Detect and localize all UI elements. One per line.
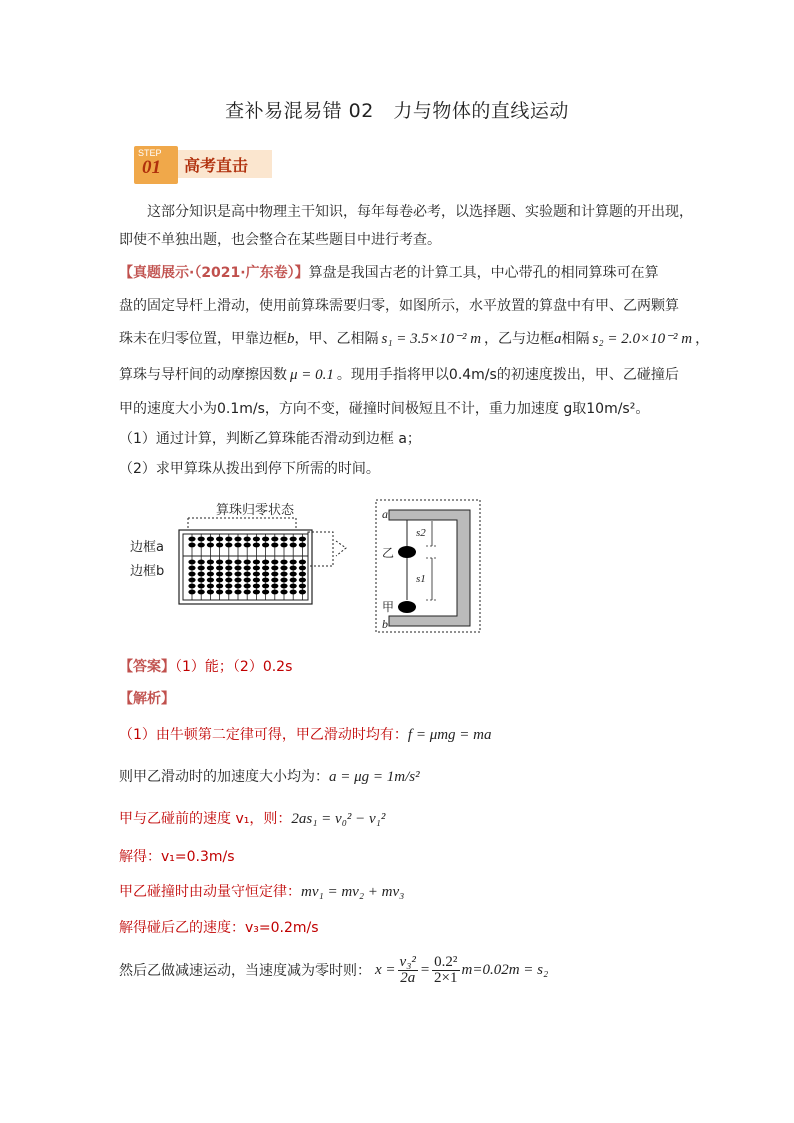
abacus-bead (234, 560, 241, 565)
analysis-line-7 (119, 955, 548, 986)
abacus-bead (290, 590, 297, 595)
abacus-bead (299, 566, 306, 571)
abacus-bead (207, 590, 214, 595)
abacus-bead (253, 560, 260, 565)
s2-value: s₂ = 2.0×10⁻² m (592, 331, 693, 347)
problem-line-5: 甲的速度大小为0.1m/s，方向不变，碰撞时间极短且不计，重力加速度 g取10m/s²。 (119, 401, 650, 417)
zoom-label-yi: 乙 (382, 546, 395, 560)
abacus-bead (244, 560, 251, 565)
zoom-label-a: a (382, 507, 388, 521)
abacus-bead (244, 590, 251, 595)
step-badge (134, 146, 274, 182)
frac2-num: 0.2² (432, 955, 459, 971)
figure-caption: 算珠归零状态 (216, 503, 295, 518)
a3-eq: 2as₁ = v₀² − v₁² (291, 811, 386, 827)
answer-body: （1）能；（2）0.2s (175, 659, 293, 675)
abacus-bead (290, 566, 297, 571)
step-tag (134, 146, 178, 184)
abacus-bead (290, 543, 297, 548)
question-2: （2）求甲算珠从拨出到停下所需的时间。 (119, 461, 380, 477)
abacus-bead (271, 543, 278, 548)
abacus-bead (207, 578, 214, 583)
abacus-bead (234, 543, 241, 548)
analysis-line-2 (119, 770, 420, 785)
a1-text: （1）由牛顿第二定律可得，甲乙滑动时均有： (119, 727, 408, 743)
abacus-bead (198, 537, 205, 542)
a3-text: 甲与乙碰前的速度 v₁，则： (119, 811, 292, 827)
zoom-label-s1: s1 (416, 573, 426, 585)
step-label: 高考直击 (184, 156, 249, 175)
a2-text: 则甲乙滑动时的加速度大小均为： (119, 769, 329, 785)
abacus-bead (271, 560, 278, 565)
problem-line-4 (119, 368, 679, 383)
abacus-bead (234, 578, 241, 583)
abacus-bead (244, 572, 251, 577)
abacus-bead (188, 566, 195, 571)
abacus-bead (188, 560, 195, 565)
abacus-bead (198, 590, 205, 595)
abacus-bead (299, 572, 306, 577)
abacus-bead (198, 543, 205, 548)
abacus-figure (124, 496, 484, 638)
abacus-bead (188, 572, 195, 577)
p4b: 。现用手指将甲以0.4m/s的初速度拨出，甲、乙碰撞后 (336, 367, 679, 383)
analysis-line-6: 解得碰后乙的速度：v₃=0.2m/s (119, 920, 319, 936)
abacus-bead (280, 560, 287, 565)
abacus-bead (225, 584, 232, 589)
abacus-bead (216, 590, 223, 595)
frame-a-label: 边框a (130, 540, 164, 555)
abacus-bead (253, 566, 260, 571)
page-title: 查补易混易错 02 力与物体的直线运动 (225, 100, 569, 122)
s1-value: s₁ = 3.5×10⁻² m (381, 331, 482, 347)
abacus-bead (280, 537, 287, 542)
abacus-bead (198, 584, 205, 589)
abacus-bead (271, 537, 278, 542)
abacus-bead (290, 578, 297, 583)
abacus-bead (262, 572, 269, 577)
a7-equals: = (419, 962, 431, 978)
abacus-bead (299, 584, 306, 589)
frac2-den: 2×1 (434, 970, 458, 986)
abacus-bead (244, 566, 251, 571)
abacus-bead (216, 566, 223, 571)
step-tag-text: STEP (138, 148, 162, 158)
abacus-bead (280, 590, 287, 595)
abacus-bead (234, 566, 241, 571)
abacus-bead (299, 543, 306, 548)
p3a: 珠未在归零位置，甲靠边框 (119, 331, 287, 347)
abacus-bead (262, 578, 269, 583)
abacus-bead (253, 543, 260, 548)
frac-1 (398, 955, 418, 986)
abacus-bead (262, 584, 269, 589)
abacus-bead (262, 560, 269, 565)
abacus-bead (225, 537, 232, 542)
step-bar (172, 150, 272, 178)
abacus-bead (198, 566, 205, 571)
a7-x: x = (375, 962, 396, 978)
zoom-label-jia: 甲 (382, 600, 395, 614)
abacus-bead (280, 584, 287, 589)
abacus-bead (207, 537, 214, 542)
abacus-bead (290, 537, 297, 542)
abacus-bead (207, 566, 214, 571)
problem-source: 【真题展示·（2021·广东卷）】 (119, 265, 309, 281)
analysis-line-1 (119, 728, 492, 743)
abacus-bead (271, 584, 278, 589)
frac1-den: 2a (400, 970, 416, 986)
p4a: 算珠与导杆间的动摩擦因数 (119, 367, 287, 383)
abacus-bead (234, 590, 241, 595)
abacus-bead (188, 537, 195, 542)
abacus-bead (271, 566, 278, 571)
abacus-bead (225, 543, 232, 548)
step-number: 01 (142, 157, 161, 178)
p3d: ，乙与边框 (484, 331, 555, 347)
abacus-bead (280, 572, 287, 577)
abacus-bead (198, 572, 205, 577)
abacus-bead (207, 584, 214, 589)
abacus-bead (198, 560, 205, 565)
frac-2 (432, 955, 459, 986)
abacus-bead (290, 572, 297, 577)
frame-b-label: 边框b (130, 564, 165, 579)
a5-eq: mv₁ = mv₂ + mv₃ (301, 884, 405, 900)
abacus-bead (188, 578, 195, 583)
abacus-bead (234, 572, 241, 577)
zoom-label-s2: s2 (416, 527, 426, 539)
abacus-bead (299, 578, 306, 583)
abacus-bead (188, 584, 195, 589)
p3f: 相隔 (561, 331, 590, 347)
abacus-bead (225, 578, 232, 583)
abacus-bead (290, 584, 297, 589)
abacus-bead (198, 578, 205, 583)
abacus-bead (253, 578, 260, 583)
a7-text: 然后乙做减速运动，当速度减为零时则： (119, 962, 371, 979)
abacus-bead (262, 590, 269, 595)
abacus-bead (216, 584, 223, 589)
abacus-bead (207, 543, 214, 548)
abacus-bead (253, 572, 260, 577)
abacus-bead (271, 578, 278, 583)
a7-tail: m=0.02m = s₂ (461, 962, 549, 978)
mu-value: μ = 0.1 (290, 367, 334, 383)
problem-line-1 (119, 266, 659, 280)
abacus-bead (253, 590, 260, 595)
abacus-bead (244, 584, 251, 589)
a1-eq: f = μmg = ma (407, 727, 492, 743)
abacus-bead (244, 543, 251, 548)
problem-line-2: 盘的固定导杆上滑动，使用前算珠需要归零，如图所示，水平放置的算盘中有甲、乙两颗算 (119, 298, 679, 314)
abacus-bead (225, 590, 232, 595)
answer-head: 【答案】 (119, 659, 175, 675)
abacus-bead (262, 566, 269, 571)
abacus-bead (280, 578, 287, 583)
abacus-bead (271, 572, 278, 577)
frac1-num: v₃² (399, 954, 416, 970)
a5-text: 甲乙碰撞时由动量守恒定律： (119, 884, 301, 900)
abacus-bead (290, 560, 297, 565)
analysis-line-3 (119, 812, 385, 827)
question-1: （1）通过计算，判断乙算珠能否滑动到边框 a； (119, 431, 421, 447)
p3c: ，甲、乙相隔 (294, 331, 379, 347)
analysis-line-4: 解得：v₁=0.3m/s (119, 849, 235, 865)
abacus-bead (253, 537, 260, 542)
abacus-bead (225, 566, 232, 571)
p3e: a (554, 331, 562, 347)
abacus-bead (299, 537, 306, 542)
abacus-bead (299, 590, 306, 595)
abacus-bead (253, 584, 260, 589)
intro-line-1: 这部分知识是高中物理主干知识，每年每卷必考，以选择题、实验题和计算题的开出现， (147, 204, 693, 220)
abacus-bead (225, 572, 232, 577)
analysis-line-5 (119, 885, 404, 900)
abacus-bead (188, 590, 195, 595)
intro-line-2: 即使不单独出题，也会整合在某些题目中进行考查。 (119, 232, 441, 248)
a2-eq: a = μg = 1m/s² (329, 769, 420, 785)
abacus-bead (234, 584, 241, 589)
answer-line (119, 660, 292, 674)
abacus-bead (262, 543, 269, 548)
bead-yi (398, 546, 416, 558)
abacus-bead (244, 578, 251, 583)
bead-jia (398, 601, 416, 613)
abacus-bead (280, 566, 287, 571)
abacus-bead (280, 543, 287, 548)
analysis-head: 【解析】 (119, 691, 175, 707)
abacus-bead (207, 560, 214, 565)
abacus-bead (216, 560, 223, 565)
abacus-bead (244, 537, 251, 542)
problem-text-1: 算盘是我国古老的计算工具，中心带孔的相同算珠可在算 (308, 265, 659, 281)
p3b: b (287, 331, 295, 347)
abacus-bead (271, 590, 278, 595)
abacus-bead (216, 543, 223, 548)
abacus-bead (207, 572, 214, 577)
abacus-bead (225, 560, 232, 565)
abacus-bead (216, 537, 223, 542)
problem-line-3: 珠未在归零位置，甲靠边框b，甲、乙相隔 s₁ = 3.5×10⁻² m ，乙与边框a相隔 s₂ = 2.0×10⁻² m ， (119, 331, 710, 347)
abacus-bead (262, 537, 269, 542)
zoom-label-b: b (382, 617, 388, 631)
abacus-bead (216, 572, 223, 577)
abacus-bead (216, 578, 223, 583)
abacus-bead (188, 543, 195, 548)
abacus-bead (234, 537, 241, 542)
abacus-bead (299, 560, 306, 565)
